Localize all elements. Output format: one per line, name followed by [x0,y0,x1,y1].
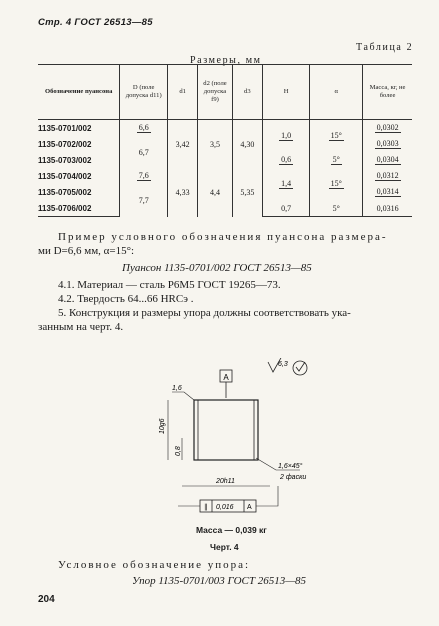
cell-alpha: 5° [310,152,363,168]
roughness-circle-icon [293,361,307,375]
technical-drawing [150,358,330,528]
tolerance-datum: A [247,504,252,511]
example-line-2: ми D=6,6 мм, α=15°: [38,245,135,257]
cell-d1: 4,33 [168,168,198,217]
datum-label: A [223,373,229,382]
page-number: 204 [38,594,55,605]
cell-d1: 3,42 [168,120,198,169]
cell-D: 6,6 [120,120,168,137]
cell-designation: 1135-0704/002 [38,171,92,181]
dimensions-table [38,64,412,217]
designation-label: Условное обозначение упора: [58,559,251,571]
figure-caption: Черт. 4 [210,542,239,552]
cell-alpha: 5° [310,200,363,217]
cell-designation: 1135-0706/002 [38,200,120,217]
designation-value: Упор 1135-0701/003 ГОСТ 26513—85 [132,575,307,587]
col-header-d1: d1 [168,65,198,120]
example-designation: Пуансон 1135-0701/002 ГОСТ 26513—85 [122,262,312,274]
cell-designation: 1135-0702/002 [38,139,92,149]
chamfer-note-label: 2 фаски [280,474,307,481]
mass-caption: Масса — 0,039 кг [196,525,267,535]
col-header-D: D (поле допуска d11) [120,65,168,120]
col-header-d3: d3 [232,65,262,120]
col-header-mass: Масса, кг, не более [363,65,412,120]
table-subtitle: Размеры, мм [190,55,262,66]
cylinder-body [194,400,258,460]
parallel-icon: ∥ [204,504,208,511]
col-header-designation: Обозначение пуансона [38,65,120,120]
cell-H: 0,7 [262,200,309,217]
length-label: 20h11 [216,478,235,485]
tolerance-leader [178,486,278,506]
item-5: 5. Конструкция и размеры упора должны соответствовать ука- [58,307,351,319]
cell-D: 7,7 [120,184,168,217]
cell-D: 7,6 [120,168,168,184]
table-header-row [38,65,412,120]
cell-designation: 1135-0701/002 [38,123,92,133]
chamfer-spec-label: 1,6×45° [278,463,303,470]
chamfer-r-leader [172,392,194,400]
cell-mass: 0,0316 [363,200,412,217]
chamfer-r-label: 1,6 [172,385,182,392]
small-dim-label: 0,8 [175,446,182,456]
table-row [38,168,412,184]
cell-alpha: 15° [310,168,363,200]
cell-mass: 0,0312 [363,168,412,184]
tolerance-value: 0,016 [216,504,234,511]
cell-mass: 0,0303 [363,136,412,152]
cell-d3: 5,35 [232,168,262,217]
cell-D: 6,7 [120,136,168,168]
item-4-2: 4.2. Твердость 64...66 HRCэ . [58,293,194,305]
cell-H: 1,0 [262,120,309,153]
cell-d3: 4,30 [232,120,262,169]
example-line-1: Пример условного обозначения пуансона размера- [58,231,388,243]
cell-mass: 0,0304 [363,152,412,168]
cell-mass: 0,0314 [363,184,412,200]
cell-H: 1,4 [262,168,309,200]
cell-designation: 1135-0703/002 [38,155,92,165]
item-5-cont: занным на черт. 4. [38,321,124,333]
cell-designation: 1135-0705/002 [38,187,92,197]
roughness-value: 6,3 [278,361,288,368]
table-row [38,120,412,137]
col-header-alpha: α [310,65,363,120]
page-header: Стр. 4 ГОСТ 26513—85 [38,17,153,28]
cell-H: 0,6 [262,152,309,168]
table-title: Таблица 2 [356,42,414,53]
cell-mass: 0,0302 [363,120,412,137]
cell-alpha: 15° [310,120,363,153]
check-icon [296,362,305,371]
dia-label: 10g6 [159,418,166,434]
cell-d2: 4,4 [198,168,232,217]
col-header-H: H [262,65,309,120]
col-header-d2: d2 (поле допуска f9) [198,65,232,120]
cell-d2: 3,5 [198,120,232,169]
item-4-1: 4.1. Материал — сталь Р6М5 ГОСТ 19265—73. [58,279,281,291]
